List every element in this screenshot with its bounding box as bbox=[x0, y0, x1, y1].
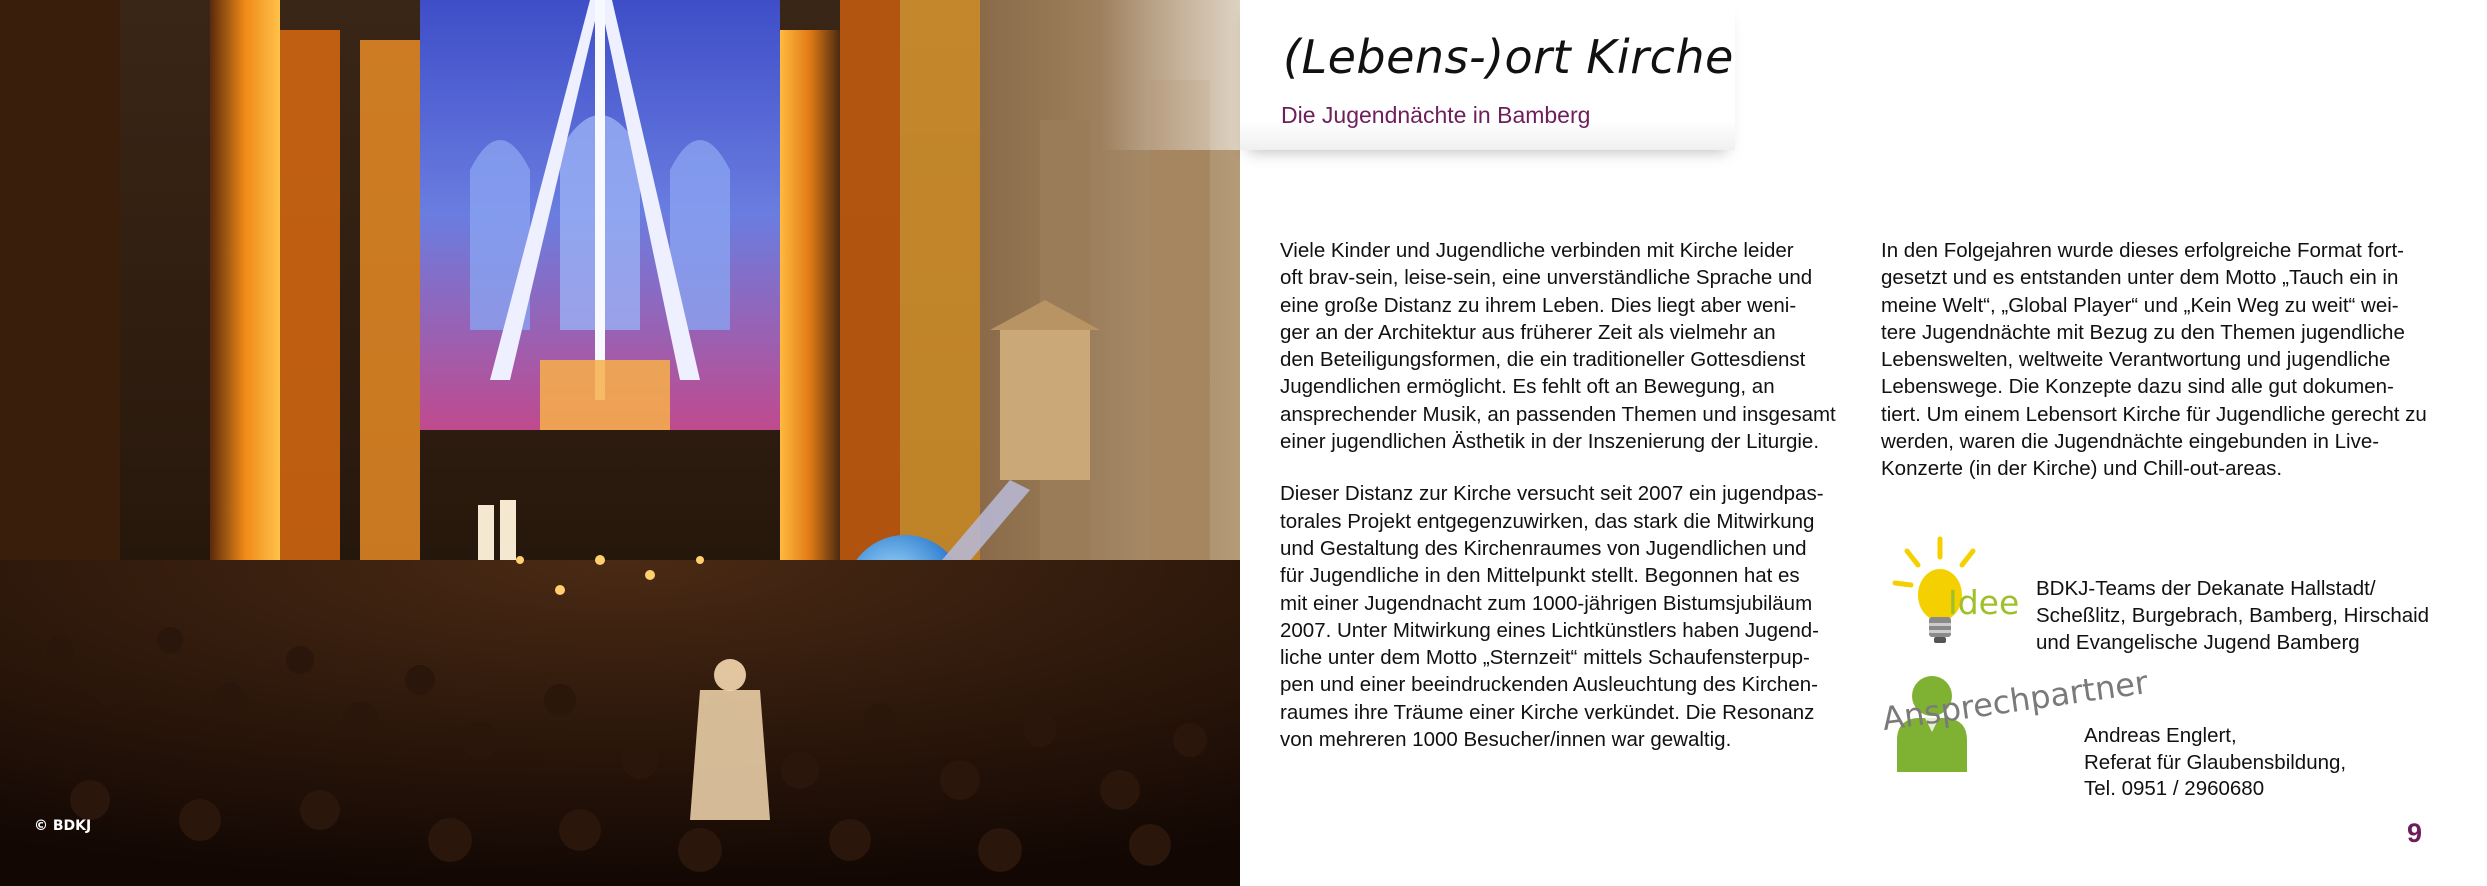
text-line: Lebenswelten, weltweite Verantwortung und jugendliche bbox=[1881, 348, 2391, 372]
text-line: werden, waren die Jugendnächte eingebunden in Live- bbox=[1881, 430, 2380, 454]
text-line: ansprechender Musik, an passenden Themen und insgesamt bbox=[1280, 402, 1836, 426]
idee-line: Scheßlitz, Burgebrach, Bamberg, Hirschaid bbox=[2036, 604, 2430, 627]
text-line: Konzerte (in der Kirche) und Chill-out-areas. bbox=[1881, 457, 2283, 481]
text-line: gesetzt und es entstanden unter dem Motto „Tauch ein in bbox=[1881, 266, 2399, 290]
text-line: mit einer Jugendnacht zum 1000-jährigen Bistumsjubiläum bbox=[1280, 591, 1813, 615]
text-line: oft brav-sein, leise-sein, eine unverständliche Sprache und bbox=[1280, 266, 1813, 290]
text-line: Jugendlichen ermöglicht. Es fehlt oft an Bewegung, an bbox=[1280, 375, 1775, 399]
text-line: für Jugendliche in den Mittelpunkt stellt. Begonnen hat es bbox=[1280, 564, 1800, 588]
text-line: einer jugendlichen Ästhetik in der Inszenierung der Liturgie. bbox=[1280, 430, 1820, 454]
text-line: von mehreren 1000 Besucher/innen war gewaltig. bbox=[1280, 728, 1732, 752]
text-line: tere Jugendnächte mit Bezug zu den Themen jugendliche bbox=[1881, 320, 2405, 344]
church-interior-photo bbox=[0, 0, 1240, 886]
text-line: den Beteiligungsformen, die ein traditioneller Gottesdienst bbox=[1280, 348, 1806, 372]
text-line: torales Projekt entgegenzuwirken, das stark die Mitwirkung bbox=[1280, 509, 1815, 533]
church-photo-illustration bbox=[0, 0, 1240, 886]
text-column-left bbox=[1280, 237, 1860, 778]
idee-line: und Evangelische Jugend Bamberg bbox=[2036, 631, 2360, 654]
page-number: 9 bbox=[2407, 818, 2423, 848]
contact-details bbox=[2084, 723, 2346, 803]
text-line: pen und einer beeindruckenden Ausleuchtung des Kirchen- bbox=[1280, 673, 1818, 697]
text-line: und Gestaltung des Kirchenraumes von Jugendlichen und bbox=[1280, 536, 1807, 560]
idee-label: Idee bbox=[1948, 583, 2020, 622]
text-line: meine Welt“, „Global Player“ und „Kein Weg zu weit“ wei- bbox=[1881, 293, 2399, 317]
idee-line: BDKJ-Teams der Dekanate Hallstadt/ bbox=[2036, 577, 2376, 600]
text-line: ger an der Architektur aus früherer Zeit als vielmehr an bbox=[1280, 320, 1776, 344]
text-line: liche unter dem Motto „Sternzeit“ mittels Schaufensterpup- bbox=[1280, 646, 1810, 670]
contact-line: Referat für Glaubensbildung, bbox=[2084, 750, 2347, 774]
title-fade bbox=[1100, 0, 1240, 150]
page-subtitle: Die Jugendnächte in Bamberg bbox=[1281, 102, 1591, 128]
text-line: Viele Kinder und Jugendliche verbinden mit Kirche leider bbox=[1280, 239, 1794, 262]
paragraph-1 bbox=[1280, 237, 1860, 455]
text-column-right bbox=[1881, 237, 2447, 508]
contact-line: Tel. 0951 / 2960680 bbox=[2084, 777, 2265, 800]
text-line: tiert. Um einem Lebensort Kirche für Jugendliche gerecht zu bbox=[1881, 402, 2427, 426]
page-title: (Lebens-)ort Kirche bbox=[1283, 30, 1734, 84]
idee-description bbox=[2036, 575, 2429, 656]
text-line: Dieser Distanz zur Kirche versucht seit 2007 ein jugendpas- bbox=[1280, 482, 1824, 506]
text-line: eine große Distanz zu ihrem Leben. Dies liegt aber weni- bbox=[1280, 293, 1797, 317]
contact-label: Ansprechpartner bbox=[1879, 663, 2151, 738]
text-line: In den Folgejahren wurde dieses erfolgreiche Format fort- bbox=[1881, 239, 2405, 262]
contact-line: Andreas Englert, bbox=[2084, 724, 2237, 747]
photo-credit: © BDKJ bbox=[34, 818, 92, 834]
paragraph-3 bbox=[1881, 237, 2447, 483]
paragraph-2 bbox=[1280, 480, 1860, 753]
text-line: 2007. Unter Mitwirkung eines Lichtkünstlers haben Jugend- bbox=[1280, 618, 1819, 642]
text-line: raumes ihre Träume einer Kirche verkündet. Die Resonanz bbox=[1280, 700, 1815, 724]
text-line: Lebenswege. Die Konzepte dazu sind alle gut dokumen- bbox=[1881, 375, 2394, 399]
